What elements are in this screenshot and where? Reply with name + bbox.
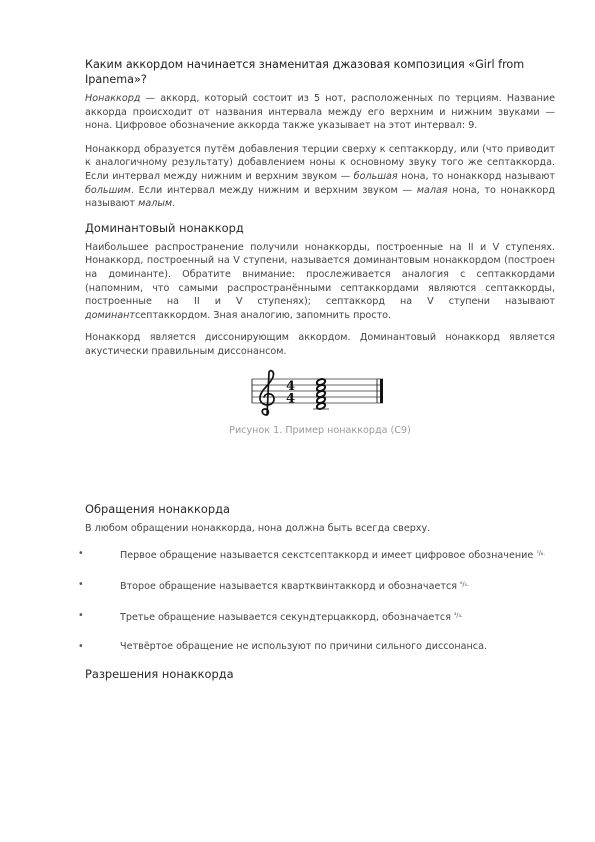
figure-caption: Рисунок 1. Пример нонаккорда (C9) [229, 424, 411, 436]
question-heading: Каким аккордом начинается знаменитая джазовая композиция «Girl from Ipanema»? [85, 58, 525, 86]
term-nonchord: Нонаккорд [85, 93, 141, 104]
section-heading-inversions: Обращения нонаккорда [85, 501, 230, 516]
dissonance-paragraph: Нонаккорд является диссонирующим аккордом. Доминантовый нонаккорд является акустически правильным диссонансом. [85, 332, 555, 357]
time-sig-top: 4 [286, 378, 296, 394]
section-heading-resolutions: Разрешения нонаккорда [85, 667, 234, 682]
figure-chord [85, 369, 555, 464]
document-page [85, 58, 555, 687]
music-staff-image [250, 369, 385, 419]
list-item: • Четвёртое обращение не используют по причини сильного диссонанса. [85, 640, 555, 654]
formation-paragraph: Нонаккорд образуется путём добавления терции сверху к септаккорду, или (что приводит к аналогичному результату) добавлением ноны к основному звуку того же септаккорда. Если интервал между нижним и верхним звуком — большая нона, то нонаккорд называют большим. Если интервал между нижним и верхним звуком — малая нона, то нонаккорд называют малым. [85, 143, 555, 210]
section-heading-dominant: Доминантовый нонаккорд [85, 220, 244, 235]
list-item: • Первое обращение называется секстсептаккорд и имеет цифровое обозначение $^{^7/_6.}$ [85, 547, 555, 563]
dominant-paragraph: Наибольшее распространение получили нонаккорды, построенные на II и V ступенях. Нонаккорд, построенный на V ступени, называется доминантовым нонаккордом (построен на доминанте). Обратите внимание: прослеживается аналогия с септаккордами (напомним, что самыми распространёнными септаккордами являются септаккорды, построенные на II и V ступенях); септаккорд на V ступени называют доминантсептаккордом. Зная аналогию, запомнить просто. [85, 241, 555, 321]
definition-paragraph: Нонаккорд — аккорд, который состоит из 5 нот, расположенных по терциям. Название аккорда происходит от названия интервала между его верхним и нижним звуками — нона. Цифровое обозначение аккорда также указывает на этот интервал: 9. [85, 93, 555, 132]
chord-notes [316, 377, 326, 409]
inversions-list [85, 547, 555, 654]
list-item: • Третье обращение называется секундтерцаккорд, обозначается $^{^4/_3.}$ [85, 609, 555, 625]
inversions-intro: В любом обращении нонаккорда, нона должна быть всегда сверху. [85, 522, 431, 534]
treble-clef-icon [260, 370, 274, 414]
list-item: • Второе обращение называется квартквинтаккорд и обозначается $^{^6/_5.}$ [85, 578, 555, 594]
time-sig-bottom: 4 [286, 391, 296, 406]
